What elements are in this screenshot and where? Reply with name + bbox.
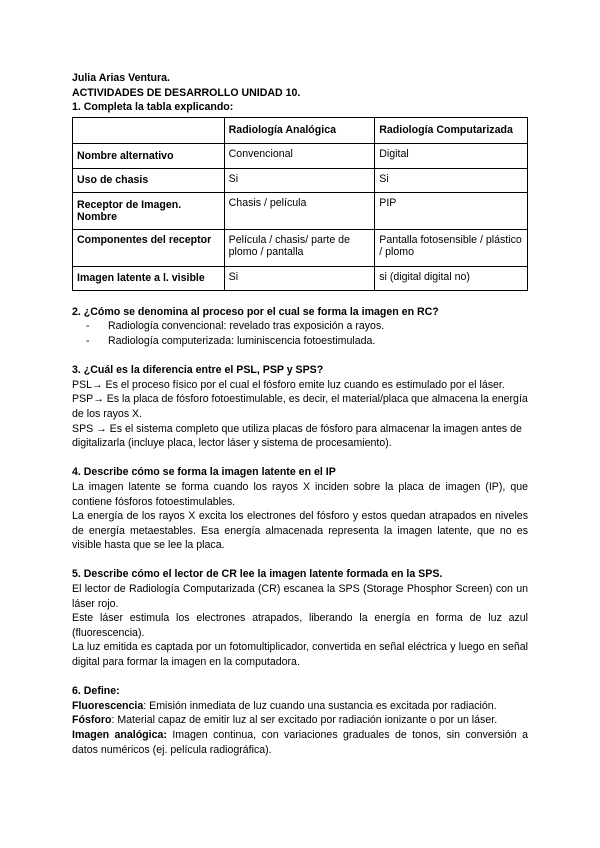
definition-term: Fósforo	[72, 714, 112, 727]
table-row	[73, 266, 528, 290]
table-cell: PIP	[375, 192, 528, 229]
q4-paragraph: La imagen latente se forma cuando los rayos X inciden sobre la placa de imagen (IP), que contiene fósforos fotoestimulables.	[72, 480, 528, 508]
list-item: - Radiología computerizada: luminiscencia fotoestimulada.	[86, 334, 528, 349]
q2-list	[72, 319, 528, 348]
document-title: ACTIVIDADES DE DESARROLLO UNIDAD 10.	[72, 86, 301, 99]
q4-heading: 4. Describe cómo se forma la imagen latente en el IP	[72, 466, 336, 479]
table-header-cell	[73, 117, 225, 143]
q3-heading: 3. ¿Cuál es la diferencia entre el PSL, PSP y SPS?	[72, 364, 324, 377]
table-cell: Si	[224, 266, 375, 290]
author-name: Julia Arias Ventura.	[72, 72, 170, 84]
table-cell: Digital	[375, 143, 528, 168]
table-header-cell: Radiología Computarizada	[375, 117, 528, 143]
definition	[72, 699, 528, 714]
definition-text: Imagen continua, con variaciones graduales de tonos, sin conversión a datos numéricos (ej. película radiográfica).	[72, 729, 529, 756]
table-row	[73, 168, 528, 192]
table-cell: Chasis / película	[224, 192, 375, 229]
comparison-table	[72, 117, 528, 291]
q5-paragraph: El lector de Radiología Computarizada (CR) escanea la SPS (Storage Phosphor Screen) con un láser rojo.	[72, 583, 528, 610]
q4-paragraph: La energía de los rayos X excita los electrones del fósforo y estos quedan atrapados en niveles de energía metaestables. Esa energía almacenada representa la imagen latente, que no es visible hasta que se lee la placa.	[72, 510, 528, 552]
document-body	[72, 71, 528, 757]
table-cell: Convencional	[224, 143, 375, 168]
row-label: Nombre alternativo	[73, 143, 225, 168]
q5-paragraph: Este láser estimula los electrones atrapados, liberando la energía en forma de luz azul (fluorescencia).	[72, 612, 528, 639]
q3-sps: SPS → Es el sistema completo que utiliza placas de fósforo para almacenar la imagen antes de digitalizarla (incluye placa, lector láser y sistema de procesamiento).	[72, 422, 522, 450]
definition-term: Fluorescencia	[72, 699, 144, 712]
row-label: Receptor de Imagen. Nombre	[73, 192, 225, 229]
row-label: Componentes del receptor	[73, 229, 225, 266]
definition	[72, 728, 528, 757]
table-header-row	[73, 117, 528, 143]
q3-psp: PSP→ Es la placa de fósforo fotoestimulable, es decir, el material/placa que almacena la energía de los rayos X.	[72, 393, 528, 420]
table-cell: Si	[224, 168, 375, 192]
q5-paragraph: La luz emitida es captada por un fotomultiplicador, convertida en señal eléctrica y luego en señal digital para formar la imagen en la computadora.	[72, 641, 528, 669]
table-row	[73, 229, 528, 266]
definition-term: Imagen analógica:	[72, 729, 167, 741]
list-item: - Radiología convencional: revelado tras exposición a rayos.	[86, 319, 528, 334]
q3-psl: PSL→ Es el proceso físico por el cual el fósforo emite luz cuando es estimulado por el láser.	[72, 378, 505, 391]
row-label: Uso de chasis	[73, 168, 225, 192]
table-cell: Si	[375, 168, 528, 192]
q2-heading: 2. ¿Cómo se denomina al proceso por el cual se forma la imagen en RC?	[72, 305, 439, 318]
table-row	[73, 192, 528, 229]
table-row	[73, 143, 528, 168]
q1-heading: 1. Completa la tabla explicando:	[72, 101, 234, 114]
q6-heading: 6. Define:	[72, 685, 120, 698]
definition-text: : Emisión inmediata de luz cuando una sustancia es excitada por radiación.	[143, 699, 497, 712]
q5-heading: 5. Describe cómo el lector de CR lee la imagen latente formada en la SPS.	[72, 568, 443, 581]
table-cell: Película / chasis/ parte de plomo / pantalla	[224, 229, 375, 266]
table-header-cell: Radiología Analógica	[224, 117, 375, 143]
definition-text: : Material capaz de emitir luz al ser excitado por radiación ionizante o por un láser.	[111, 714, 498, 727]
table-cell: si (digital digital no)	[375, 266, 528, 290]
definition	[72, 713, 528, 728]
row-label: Imagen latente a l. visible	[73, 266, 225, 290]
table-cell: Pantalla fotosensible / plástico / plomo	[375, 229, 528, 266]
